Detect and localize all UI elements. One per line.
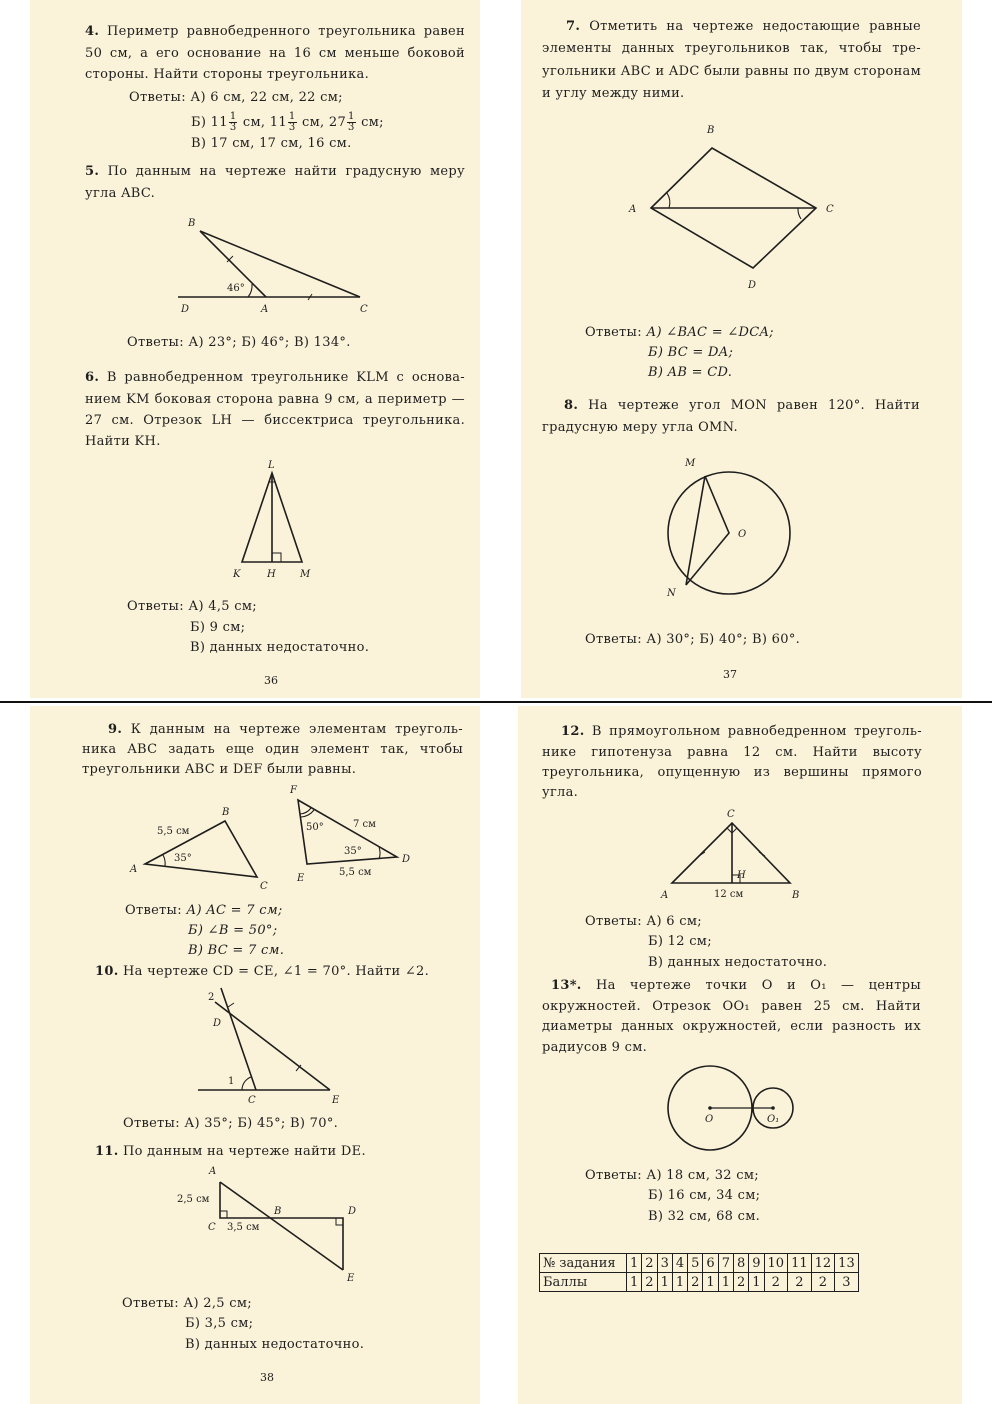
label-o: O [738, 529, 747, 540]
table-cell: 4 [672, 1254, 687, 1273]
page-number: 38 [260, 1371, 274, 1384]
table-cell: 1 [718, 1273, 733, 1292]
page-number: 36 [264, 674, 278, 687]
task-8-figure [521, 0, 962, 620]
label-cb-length: 3,5 см [227, 1222, 260, 1233]
row-label-points: Баллы [540, 1273, 627, 1292]
task-9-line-3: треугольники ABC и DEF были равны. [82, 762, 357, 777]
label-d: D [402, 854, 411, 865]
page-36 [30, 0, 480, 698]
page-39 [518, 706, 962, 1404]
task-13-line-4: радиусов 9 см. [542, 1040, 648, 1055]
task-4-line-2: 50 см, а его основание на 16 см меньше боковой [85, 46, 465, 61]
task-12-answer-a: Ответы: А) 6 см; [585, 914, 702, 929]
page-number: 37 [723, 668, 737, 681]
label-angle-f: 50° [306, 822, 324, 833]
label-e: E [347, 1273, 355, 1284]
table-cell: 1 [627, 1254, 642, 1273]
task-8-line-2: градусную меру угла OMN. [542, 420, 738, 435]
label-a: A [661, 890, 669, 901]
task-13-line-3: диаметры данных окружностей, если разность их [542, 1019, 921, 1034]
task-13-figure [518, 706, 962, 1166]
label-angle-a: 35° [174, 853, 192, 864]
table-cell: 2 [733, 1273, 748, 1292]
table-cell: 3 [835, 1273, 859, 1292]
table-cell: 9 [749, 1254, 764, 1273]
task-5-line-1: 5. По данным на чертеже найти градусную меру [85, 164, 465, 179]
task-6-answer-a: Ответы: А) 4,5 см; [127, 599, 257, 614]
label-d: D [181, 304, 190, 315]
label-angle-d: 35° [344, 846, 362, 857]
score-table [539, 1253, 859, 1292]
task-6-line-2: нием KM боковая сторона равна 9 см, а периметр — [85, 392, 465, 407]
task-12-line-3: треугольника, опущенную из вершины прямого [542, 765, 922, 780]
label-a: A [629, 204, 637, 215]
label-c: C [208, 1222, 216, 1233]
table-cell: 1 [749, 1273, 764, 1292]
task-6-figure [30, 0, 480, 600]
task-11-answer-c: В) данных недостаточно. [185, 1337, 365, 1352]
label-d: D [213, 1018, 222, 1029]
label-d: D [748, 280, 757, 291]
chord-mn [686, 476, 705, 585]
label-angle-1: 1 [228, 1076, 235, 1087]
table-cell: 2 [642, 1273, 657, 1292]
right-angle-d [336, 1218, 343, 1225]
table-row-tasks [540, 1254, 859, 1273]
task-7-answer-a: Ответы: А) ∠BAC = ∠DCA; [585, 325, 774, 340]
table-row-points [540, 1273, 859, 1292]
table-cell: 2 [764, 1273, 788, 1292]
task-12-line-2: нике гипотенуза равна 12 см. Найти высоту [542, 745, 922, 760]
task-6-line-3: 27 см. Отрезок LH — биссектриса треугольника. [85, 413, 465, 428]
row-label-tasks: № задания [540, 1254, 627, 1273]
task-12-line-1: 12. В прямоугольном равнобедренном треуголь- [561, 724, 922, 739]
label-c: C [727, 809, 735, 820]
task-12-line-4: угла. [542, 785, 579, 800]
label-b: B [707, 125, 715, 136]
label-a: A [261, 304, 269, 315]
label-c: C [360, 304, 368, 315]
task-13-answer-c: В) 32 см, 68 см. [648, 1209, 761, 1224]
task-7-line-4: и углу между ними. [542, 86, 685, 101]
table-cell: 12 [811, 1254, 835, 1273]
label-a: A [130, 864, 138, 875]
label-angle-46: 46° [227, 283, 245, 294]
task-11-line: 11. По данным на чертеже найти DE. [95, 1144, 366, 1159]
task-13-line-2: окружностей. Отрезок OO₁ равен 25 см. Найти [542, 999, 921, 1014]
task-4-answer-a: Ответы: А) 6 см, 22 см, 22 см; [129, 90, 343, 105]
table-cell: 3 [657, 1254, 672, 1273]
table-cell: 11 [788, 1254, 812, 1273]
task-6-line-4: Найти KH. [85, 434, 161, 449]
label-b: B [792, 890, 800, 901]
page-divider [0, 701, 992, 703]
label-e: E [332, 1095, 340, 1106]
table-cell: 13 [835, 1254, 859, 1273]
label-n: N [667, 588, 676, 599]
label-ab-length: 12 см [714, 889, 744, 900]
task-11-answer-a: Ответы: А) 2,5 см; [122, 1296, 252, 1311]
task-4-answer-b: Б) 11 $\frac{1}{3}$ см, 11 $\frac{1}{3}$ см, 27 $\frac{1}{3}$ см; [191, 111, 384, 133]
label-h: H [267, 569, 276, 580]
label-ab-length: 5,5 см [157, 826, 190, 837]
label-m: M [685, 458, 696, 469]
task-12-answer-b: Б) 12 см; [648, 934, 712, 949]
task-4-line-1: 4. Периметр равнобедренного треугольника равен [85, 24, 465, 39]
table-cell: 2 [688, 1273, 703, 1292]
page-38 [30, 706, 480, 1404]
task-10-answers: Ответы: А) 35°; Б) 45°; В) 70°. [123, 1116, 339, 1131]
task-9-answer-c: В) BC = 7 см. [188, 943, 285, 958]
label-angle-2: 2 [208, 992, 215, 1003]
task-7-line-1: 7. Отметить на чертеже недостающие равные [566, 19, 922, 34]
task-10-line: 10. На чертеже CD = CE, ∠1 = 70°. Найти ∠2. [95, 964, 430, 979]
label-c: C [260, 881, 268, 892]
page-37 [521, 0, 962, 698]
table-cell: 6 [703, 1254, 718, 1273]
task-7-line-2: элементы данных треугольников так, чтобы тре- [542, 41, 921, 56]
right-angle-c [220, 1211, 227, 1218]
label-c: C [248, 1095, 256, 1106]
point-o [708, 1106, 712, 1110]
table-cell: 1 [627, 1273, 642, 1292]
label-b: B [188, 218, 196, 229]
table-cell: 1 [703, 1273, 718, 1292]
task-13-answer-a: Ответы: А) 18 см, 32 см; [585, 1168, 759, 1183]
table-cell: 2 [811, 1273, 835, 1292]
label-k: K [233, 569, 241, 580]
task-11-answer-b: Б) 3,5 см; [185, 1316, 254, 1331]
label-d: D [348, 1206, 357, 1217]
task-8-line-1: 8. На чертеже угол MON равен 120°. Найти [564, 398, 920, 413]
table-cell: 2 [642, 1254, 657, 1273]
task-8-answers: Ответы: А) 30°; Б) 40°; В) 60°. [585, 632, 801, 647]
task-9-line-1: 9. К данным на чертеже элементам треуголь- [108, 722, 464, 737]
task-7-answer-c: В) AB = CD. [648, 365, 733, 380]
task-7-answer-b: Б) BC = DA; [648, 345, 734, 360]
task-5-answers: Ответы: А) 23°; Б) 46°; В) 134°. [127, 335, 351, 350]
label-m: M [300, 569, 311, 580]
label-o1: O₁ [767, 1114, 780, 1125]
task-11-figure [30, 706, 480, 1296]
task-6-answer-c: В) данных недостаточно. [190, 640, 370, 655]
table-cell: 1 [672, 1273, 687, 1292]
label-ed-length: 5,5 см [339, 867, 372, 878]
label-e: E [297, 873, 305, 884]
table-cell: 2 [788, 1273, 812, 1292]
label-c: C [826, 204, 834, 215]
table-cell: 5 [688, 1254, 703, 1273]
label-l: L [268, 460, 275, 471]
label-h: H [737, 870, 746, 881]
table-cell: 8 [733, 1254, 748, 1273]
label-o: O [705, 1114, 714, 1125]
task-6-line-1: 6. В равнобедренном треугольнике KLM с основа- [85, 370, 465, 385]
task-4-answer-c: В) 17 см, 17 см, 16 см. [191, 136, 352, 151]
label-b: B [274, 1206, 282, 1217]
table-cell: 1 [657, 1273, 672, 1292]
label-b: B [222, 807, 230, 818]
label-a: A [209, 1166, 217, 1177]
task-9-line-2: ника ABC задать еще один элемент так, чтобы [82, 742, 463, 757]
task-9-answer-a: Ответы: А) AC = 7 см; [125, 903, 283, 918]
task-13-answer-b: Б) 16 см, 34 см; [648, 1188, 761, 1203]
table-cell: 7 [718, 1254, 733, 1273]
task-6-answer-b: Б) 9 см; [190, 620, 246, 635]
task-9-answer-b: Б) ∠B = 50°; [188, 923, 278, 938]
right-angle-mark [272, 553, 281, 562]
table-cell: 10 [764, 1254, 788, 1273]
task-7-line-3: угольники ABC и ADC были равны по двум сторонам [542, 64, 921, 79]
point-o1 [771, 1106, 775, 1110]
label-f: F [290, 785, 297, 796]
task-13-line-1: 13*. На чертеже точки O и O₁ — центры [551, 978, 921, 993]
task-5-line-2: угла ABC. [85, 186, 156, 201]
label-fd-length: 7 см [353, 819, 376, 830]
task-4-line-3: стороны. Найти стороны треугольника. [85, 67, 370, 82]
task-12-answer-c: В) данных недостаточно. [648, 955, 828, 970]
label-ac-length: 2,5 см [177, 1194, 210, 1205]
radii-om-on [686, 476, 729, 585]
